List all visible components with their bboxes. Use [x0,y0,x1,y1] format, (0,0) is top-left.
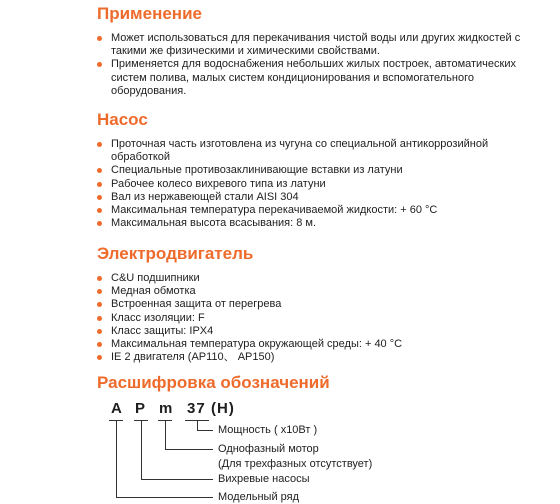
code-power-number: 37 [187,400,206,417]
list-item: C&U подшипники [97,272,547,285]
list-item: Максимальная высота всасывания: 8 м. [97,217,547,230]
list-item: Может использоваться для перекачивания чистой воды или других жидкостей с такими же физическими и химическими свойствами. [97,32,547,58]
pump-list [97,138,547,230]
code-vortex-letter: P [135,400,147,417]
legend-three-phase-note: (Для трехфазных отсутствует) [218,458,373,470]
bullet-icon [97,276,102,281]
bullet-icon [97,316,102,321]
bullet-icon [97,329,102,334]
list-item: Вал из нержавеющей стали AISI 304 [97,191,547,204]
list-item: Медная обмотка [97,285,547,298]
section-title-designation: Расшифровка обозначений [97,373,330,392]
legend-power: Мощность ( x10Вт ) [218,424,318,436]
connector-vortex-h [141,479,213,480]
legend-vortex: Вихревые насосы [218,473,310,485]
bullet-icon [97,142,102,147]
connector-phase-v [165,420,166,449]
list-item: Класс защиты: IPX4 [97,325,547,338]
section-motor [97,244,547,364]
connector-power-v [197,420,198,430]
code-series-letter: A [111,400,123,417]
section-application [97,4,547,98]
list-item: Максимальная температура окружающей среды: + 40 °C [97,338,547,351]
section-title-application: Применение [97,4,202,23]
bullet-icon [97,195,102,200]
connector-vortex-v [141,420,142,479]
bullet-icon [97,36,102,41]
list-item: Рабочее колесо вихревого типа из латуни [97,178,547,191]
bullet-icon [97,302,102,307]
code-suffix: (H) [211,400,235,417]
motor-list [97,272,547,364]
section-title-pump: Насос [97,110,148,129]
bullet-icon [97,182,102,187]
bullet-icon [97,342,102,347]
bullet-icon [97,62,102,67]
legend-model: Модельный ряд [218,491,300,503]
list-item: Применяется для водоснабжения небольших жилых построек, автоматических систем полива, малых систем кондиционирования и вспомогательного оборудования. [97,58,547,98]
connector-power-h [197,430,213,431]
list-item: IE 2 двигателя (AP110、 AP150) [97,351,547,364]
code-phase-letter: m [159,400,174,417]
list-item: Проточная часть изготовлена из чугуна со специальной антикоррозийной обработкой [97,138,547,164]
list-item: Класс изоляции: F [97,312,547,325]
list-item: Встроенная защита от перегрева [97,298,547,311]
application-list [97,32,547,98]
connector-phase-h [165,449,213,450]
section-designation [97,373,547,504]
list-item: Специальные противозаклинивающие вставки из латуни [97,164,547,177]
bullet-icon [97,221,102,226]
legend-single-phase: Однофазный мотор [218,443,319,455]
list-item: Максимальная температура перекачиваемой жидкости: + 60 °C [97,204,547,217]
connector-model-v [116,420,117,497]
connector-model-h [116,497,213,498]
bullet-icon [97,289,102,294]
bullet-icon [97,355,102,360]
section-title-motor: Электродвигатель [97,244,254,263]
bullet-icon [97,208,102,213]
section-pump [97,110,547,230]
bullet-icon [97,168,102,173]
